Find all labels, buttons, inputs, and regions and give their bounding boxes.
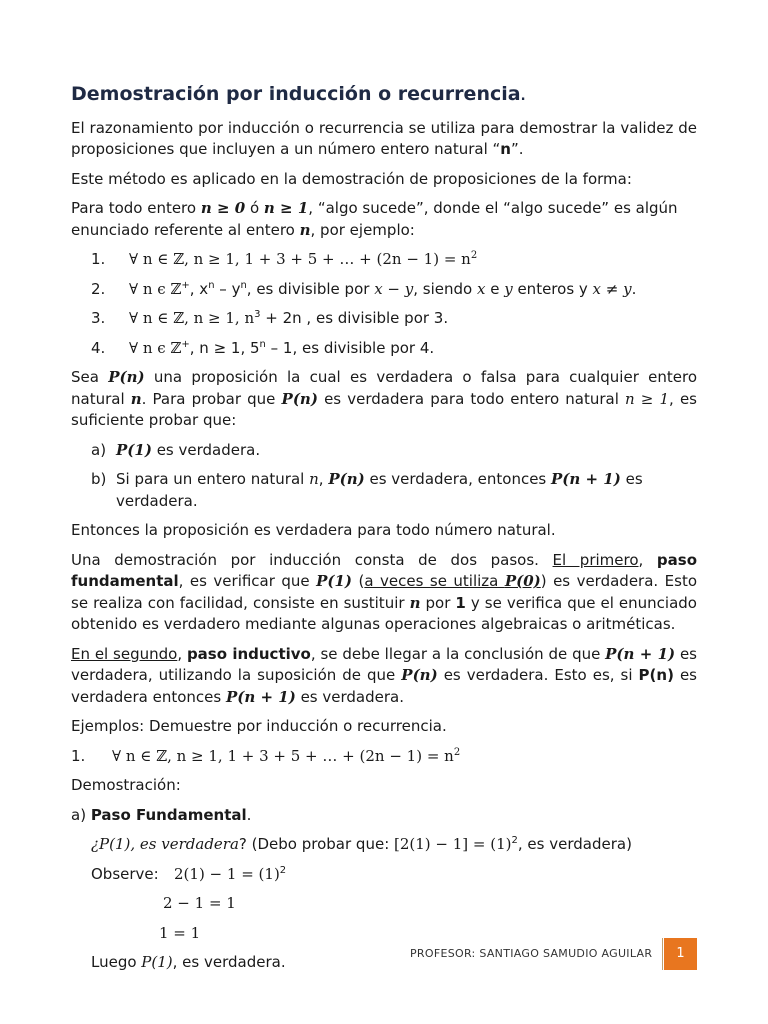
method-paragraph: Este método es aplicado en la demostración de proposiciones de la forma:	[71, 169, 632, 188]
sea-paragraph: Sea P(n) una proposición la cual es verdadera o falsa para cualquier entero natural n. Para probar que P(n) es verdadera para todo entero natural n ≥ 1, es suficiente probar que:	[71, 368, 698, 429]
footer-author: PROFESOR: SANTIAGO SAMUDIO AGUILAR	[410, 947, 653, 960]
example-1: 1. ∀ n ∈ ℤ, n ≥ 1, 1 + 3 + 5 + … + $(2n - 1) = n^2$	[71, 746, 461, 765]
equation-line-2: 2 − 1 = 1	[163, 894, 236, 912]
page-number: 1	[664, 938, 697, 970]
equation-line-3: 1 = 1	[159, 923, 201, 942]
page-content	[71, 84, 697, 982]
list-item: 3. ∀ n ∈ ℤ, n ≥ 1, $n^3 + 2n$ , es divisible por 3.	[91, 309, 449, 327]
luego-line: Luego P(1), es verdadera.	[91, 953, 286, 971]
condition-a: a) P(1) es verdadera.	[91, 440, 261, 459]
footer-divider	[662, 938, 663, 970]
observe-line: Observe: $2(1) - 1 = (1)^2$	[91, 864, 287, 883]
demo-paragraph: Una demostración por inducción consta de dos pasos. El primero, paso fundamental, es verificar que P(1) (a veces se utiliza P(0)) es verdadera. Esto se realiza con facilidad, consiste en sustituir n por 1 y se verifica que el enunciado obtenido es verdadero mediante algunas operaciones algebraicas o aritméticas.	[71, 550, 697, 633]
demostracion-heading: Demostración:	[71, 776, 181, 794]
conclusion-paragraph: Entonces la proposición es verdadera para todo número natural.	[71, 521, 556, 539]
examples-heading: Ejemplos: Demuestre por inducción o recurrencia.	[71, 717, 447, 735]
paso-fundamental-heading: a) Paso Fundamental.	[71, 805, 252, 824]
condition-b: b) Si para un entero natural n, P(n) es verdadera, entonces P(n + 1) es verdadera.	[91, 470, 643, 510]
intro-paragraph: El razonamiento por inducción o recurrencia se utiliza para demostrar la validez de proposiciones que incluyen a un número entero natural “n”.	[71, 118, 697, 158]
page-title: Demostración por inducción o recurrencia.	[71, 83, 526, 105]
second-step-paragraph: En el segundo, paso inductivo, se debe llegar a la conclusión de que P(n + 1) es verdadera, utilizando la suposición de que P(n) es verdadera. Esto es, si P(n) es verdadera entonces P(n + 1) es verdadera.	[71, 644, 697, 706]
list-item: 4. ∀ n ϵ ℤ+, n ≥ 1, 5$^n$ – 1, es divisible por 4.	[91, 338, 435, 357]
form-paragraph: Para todo entero n ≥ 0 ó n ≥ 1, “algo sucede”, donde el “algo sucede” es algún enunciado referente al entero n, por ejemplo:	[71, 199, 678, 239]
list-item: 2. ∀ n ϵ ℤ+, $x^n - y^n$, es divisible por x − y, siendo x e y enteros y x ≠ y.	[91, 279, 637, 298]
list-item: 1. ∀ n ∈ ℤ, n ≥ 1, 1 + 3 + 5 + … + $(2n - 1) = n^2$	[91, 250, 478, 268]
question-line: ¿P(1), es verdadera? (Debo probar que: $[2(1) - 1] = (1)^2$, es verdadera)	[91, 835, 632, 853]
